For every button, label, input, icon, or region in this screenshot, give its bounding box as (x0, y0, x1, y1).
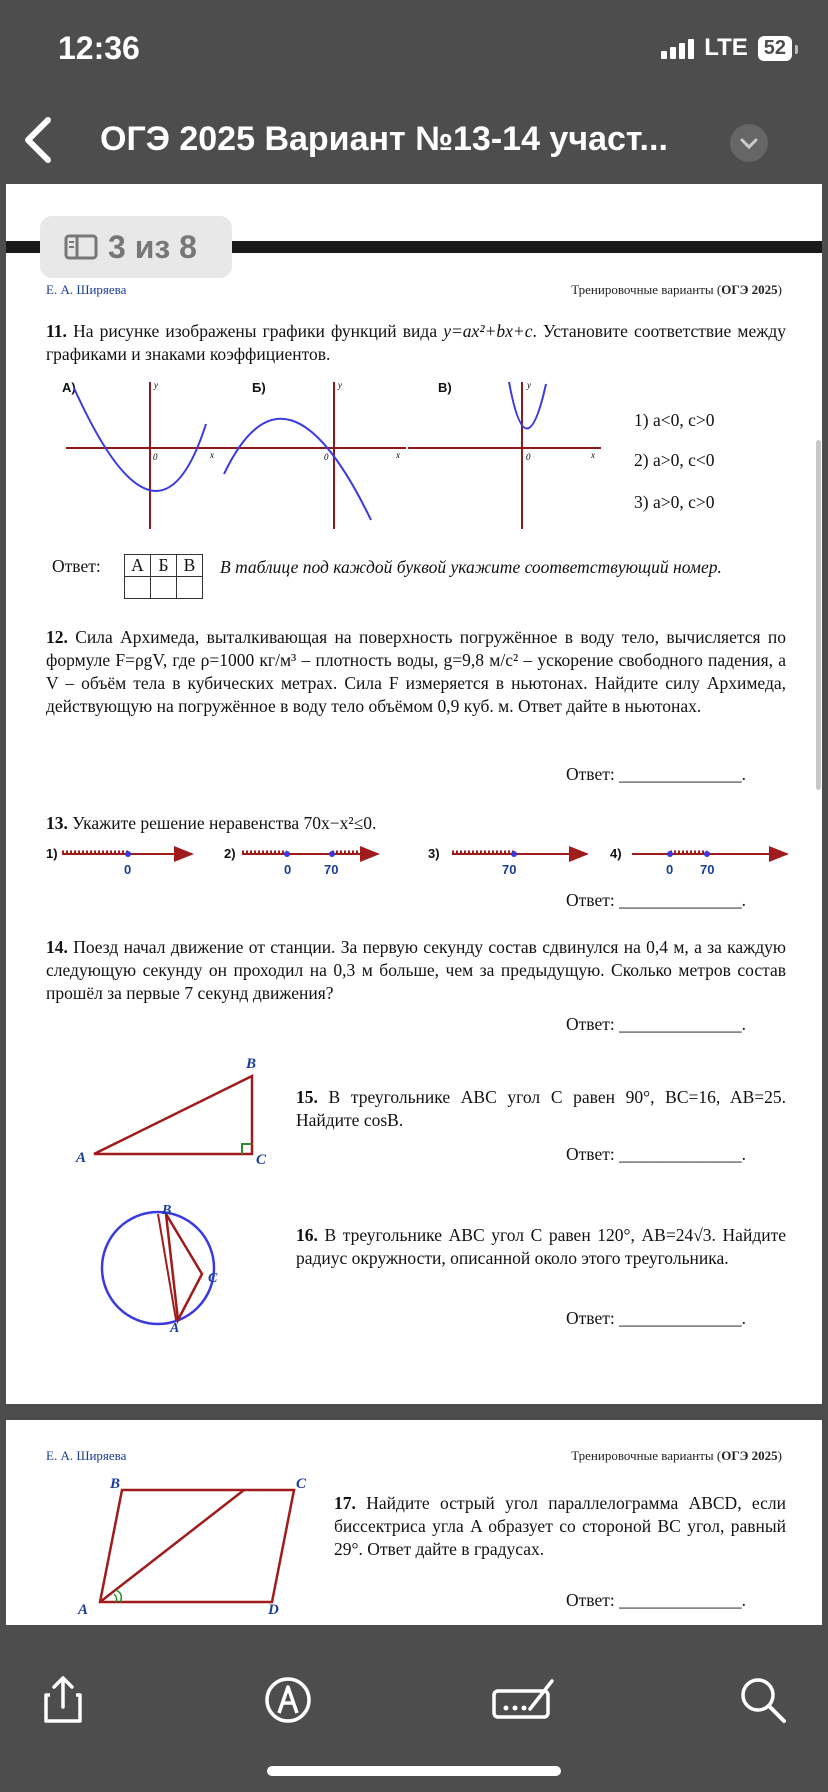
sidebar-icon (64, 234, 98, 260)
status-time: 12:36 (58, 30, 140, 66)
q13-text: 13. Укажите решение неравенства 70x−x²≤0. (46, 813, 377, 833)
svg-text:x: x (591, 450, 595, 460)
share-icon[interactable] (38, 1675, 88, 1725)
search-icon[interactable] (738, 1675, 788, 1725)
q14-answer: Ответ: ______________. (566, 1014, 746, 1034)
svg-text:B: B (110, 1476, 121, 1492)
graph-label-a: А) (62, 380, 76, 395)
q13-tick-70: 70 (502, 862, 517, 877)
q13-tick-0: 0 (124, 862, 132, 877)
svg-text:0: 0 (526, 452, 531, 462)
q15-triangle-figure (66, 1044, 276, 1174)
q13-tick-70: 70 (700, 862, 715, 877)
svg-text:0: 0 (153, 452, 158, 462)
svg-text:y: y (527, 380, 531, 390)
q11-option-1: 1) a<0, c>0 (634, 410, 715, 430)
choice-1-line (62, 851, 192, 857)
graph-a (66, 380, 221, 529)
q17-answer: Ответ: ______________. (566, 1590, 746, 1610)
page-counter-label: 3 из 8 (108, 228, 197, 265)
back-button[interactable] (20, 112, 60, 168)
page-header-right: Тренировочные варианты (ОГЭ 2025) (571, 282, 782, 297)
author-name: Е. А. Ширяева (46, 282, 127, 297)
q16-answer: Ответ: ______________. (566, 1308, 746, 1328)
svg-text:y: y (338, 380, 342, 390)
q11-graphs (46, 374, 616, 534)
page-header-right: Тренировочные варианты (ОГЭ 2025) (571, 1448, 782, 1463)
answer-cell (125, 577, 151, 599)
answer-col-c: В (177, 555, 203, 577)
q13-choice-2: 2) (224, 846, 236, 861)
q13-tick-0: 0 (284, 862, 292, 877)
q12-answer: Ответ: ______________. (566, 764, 746, 784)
markup-icon[interactable] (263, 1675, 313, 1725)
author-name: Е. А. Ширяева (46, 1448, 127, 1463)
q13-number-lines (42, 842, 792, 882)
q11-answer-label: Ответ: (52, 556, 101, 576)
svg-text:B: B (162, 1203, 172, 1218)
graph-label-c: В) (438, 380, 452, 395)
q11-option-2: 2) a>0, c<0 (634, 450, 715, 470)
pdf-page-1[interactable] (6, 184, 822, 1404)
q13-choice-3: 3) (428, 846, 440, 861)
q11-answer-table (124, 554, 203, 599)
answer-cell (177, 577, 203, 599)
graph-b (221, 380, 406, 529)
choice-2-line (242, 851, 378, 857)
q13-choice-1: 1) (46, 846, 58, 861)
svg-text:A: A (170, 1321, 180, 1332)
home-indicator[interactable] (267, 1766, 561, 1776)
choice-3-line (452, 851, 587, 857)
graph-c (408, 380, 601, 529)
q13-tick-70: 70 (324, 862, 339, 877)
svg-text:D: D (268, 1602, 279, 1618)
svg-text:x: x (396, 450, 400, 460)
document-title: ОГЭ 2025 Вариант №13-14 участ... (100, 120, 668, 158)
chevron-down-icon (739, 136, 759, 150)
answer-col-a: А (125, 555, 151, 577)
answer-cell (151, 577, 177, 599)
svg-text:C: C (208, 1271, 218, 1286)
svg-text:A: A (78, 1602, 89, 1618)
choice-4-line (632, 851, 787, 857)
q17-parallelogram-figure (66, 1472, 326, 1622)
q13-choice-4: 4) (610, 846, 622, 861)
svg-text:C: C (296, 1476, 307, 1492)
title-menu-button[interactable] (730, 124, 768, 162)
q17-text: 17. Найдите острый угол параллелограмма ABCD, если биссектриса угла A образует со стороной BC угол, равный 29°. Ответ дайте в градусах. (334, 1493, 786, 1559)
vertex-b: B (246, 1056, 257, 1072)
q14-text: 14. Поезд начал движение от станции. За первую секунду состав сдвинулся на 0,4 м, а за каждую следующую секунду он проходил на 0,3 м больше, чем за предыдущую. Сколько метров состав прошёл за первые 7 секунд движения? (46, 937, 786, 1003)
chevron-left-icon (20, 112, 60, 168)
svg-text:x: x (210, 450, 214, 460)
vertex-a: A (76, 1150, 87, 1166)
svg-text:0: 0 (324, 452, 329, 462)
q11-text: 11. На рисунке изображены графики функций вида y=ax²+bx+c. Установите соответствие между графиками и знаками коэффициентов. (46, 321, 787, 364)
network-type: LTE (704, 34, 748, 61)
q13-tick-0: 0 (666, 862, 674, 877)
graph-label-b: Б) (252, 380, 266, 395)
q15-text: 15. В треугольнике ABC угол C равен 90°, BC=16, AB=25. Найдите cosB. (296, 1087, 787, 1130)
navigation-bar (0, 100, 828, 184)
edit-icon[interactable] (490, 1675, 558, 1725)
svg-text:y: y (154, 380, 158, 390)
status-bar (0, 0, 828, 100)
q16-circle-figure (96, 1202, 246, 1332)
battery-icon: 52 (758, 36, 792, 61)
q11-note: В таблице под каждой буквой укажите соответствующий номер. (220, 557, 722, 577)
q15-answer: Ответ: ______________. (566, 1144, 746, 1164)
q12-text: 12. Сила Архимеда, выталкивающая на поверхность погружённое в воду тело, вычисляется по формуле F=ρgV, где ρ=1000 кг/м³ – плотность воды, g=9,8 м/с² – ускорение свободного падения, а V – объём тела в кубических метрах. Сила F измеряется в ньютонах. Найдите силу Архимеда, действующую на погружённое в воду тело объёмом 0,9 куб. м. Ответ дайте в ньютонах. (46, 627, 787, 716)
scroll-indicator[interactable] (816, 440, 821, 790)
q11-option-3: 3) a>0, c>0 (634, 492, 715, 512)
q16-text: 16. В треугольнике ABC угол C равен 120°, AB=24√3. Найдите радиус окружности, описанной около этого треугольника. (296, 1225, 787, 1268)
signal-icon (661, 37, 694, 59)
pdf-page-2[interactable] (6, 1420, 822, 1625)
page-counter (40, 216, 232, 278)
answer-col-b: Б (151, 555, 177, 577)
vertex-c: C (256, 1152, 267, 1168)
q13-answer: Ответ: ______________. (566, 890, 746, 910)
